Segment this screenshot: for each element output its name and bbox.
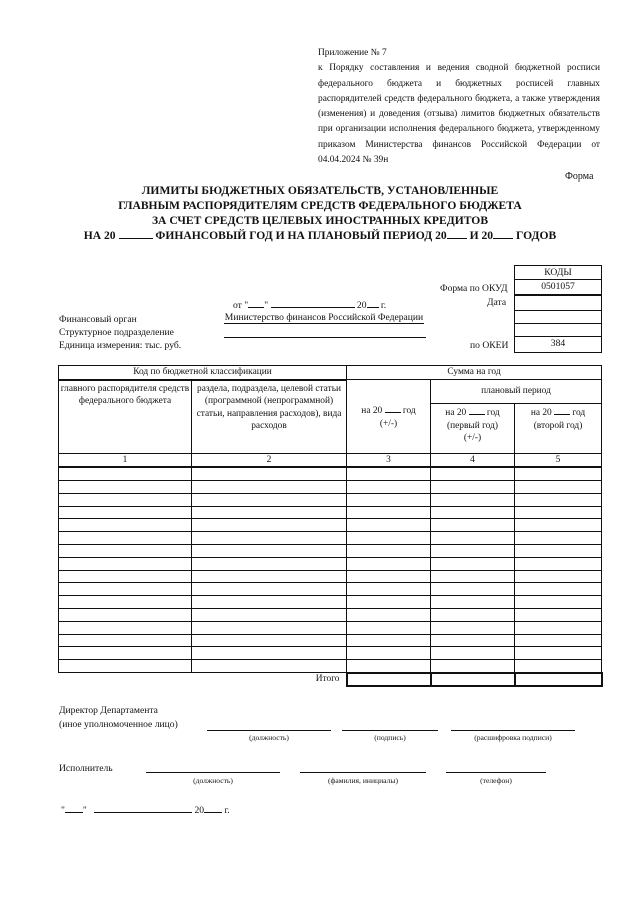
date-year: 20 <box>356 300 367 311</box>
struct-code-cell[interactable] <box>515 324 601 337</box>
bottom-date-g: г. <box>224 805 230 816</box>
cap-position: (должность) <box>249 733 289 742</box>
cap-name: (фамилия, инициалы) <box>327 776 398 785</box>
director-label-1: Директор Департамента <box>59 705 158 716</box>
col2-header: раздела, подраздела, целевой статьи (программной (непрограммной) статьи, направления расходов), вида расходов <box>192 380 347 454</box>
table-cell[interactable] <box>347 467 431 480</box>
year-blank-3[interactable] <box>493 228 513 239</box>
table-row <box>59 608 602 621</box>
struct-value-line[interactable] <box>224 337 426 338</box>
title-line-2: ГЛАВНЫМ РАСПОРЯДИТЕЛЯМ СРЕДСТВ ФЕДЕРАЛЬНОГО БЮДЖЕТА <box>118 199 522 212</box>
bottom-date-month-blank[interactable] <box>94 802 192 813</box>
appendix-body: к Порядку составления и ведения сводной бюджетной росписи федерального бюджета и бюджетных росписей главных распорядителей средств федерального бюджета, а также утверждения (изменения) и доведения (отзыва) лимитов бюджетных обязательств при организации исполнения федерального бюджета, утвержденному приказом Министерства финансов Российской Федерации от 04.04.2024 № 39н <box>318 63 600 166</box>
table-cell[interactable] <box>59 647 192 660</box>
date-day-blank[interactable] <box>248 297 264 308</box>
table-cell[interactable] <box>59 634 192 647</box>
table-cell[interactable] <box>192 544 347 557</box>
table-cell[interactable] <box>431 519 515 532</box>
col-num-5: 5 <box>515 453 602 467</box>
table-cell[interactable] <box>192 467 347 480</box>
table-cell[interactable] <box>515 608 602 621</box>
table-cell[interactable] <box>59 480 192 493</box>
appendix-block <box>318 46 600 168</box>
director-position-line[interactable] <box>207 730 331 731</box>
date-line <box>233 297 386 311</box>
table-cell[interactable] <box>59 467 192 480</box>
bottom-date-q1: " <box>61 805 65 816</box>
table-cell[interactable] <box>192 634 347 647</box>
table-cell[interactable] <box>192 583 347 596</box>
col-num-2: 2 <box>192 453 347 467</box>
date-ot: от " <box>233 300 249 311</box>
table-cell[interactable] <box>192 570 347 583</box>
table-cell[interactable] <box>59 596 192 609</box>
bottom-date <box>61 802 230 816</box>
col-num-3: 3 <box>347 453 431 467</box>
table-cell[interactable] <box>431 660 515 673</box>
table-row <box>59 647 602 660</box>
table-cell[interactable] <box>347 570 431 583</box>
table-cell[interactable] <box>515 634 602 647</box>
table-cell[interactable] <box>347 519 431 532</box>
fin-organ-value: Министерство финансов Российской Федерации <box>224 312 424 323</box>
limits-table <box>58 365 603 687</box>
codes-header: КОДЫ <box>515 266 601 280</box>
table-cell[interactable] <box>192 480 347 493</box>
table-cell[interactable] <box>347 621 431 634</box>
table-cell[interactable] <box>347 493 431 506</box>
col5-na: на 20 <box>530 408 552 419</box>
table-cell[interactable] <box>192 493 347 506</box>
okud-label: Форма по ОКУД <box>440 283 508 294</box>
table-cell[interactable] <box>431 544 515 557</box>
table-cell[interactable] <box>347 544 431 557</box>
table-cell[interactable] <box>192 506 347 519</box>
table-cell[interactable] <box>431 532 515 545</box>
table-cell[interactable] <box>515 506 602 519</box>
table-cell[interactable] <box>431 493 515 506</box>
director-decoding-line[interactable] <box>451 730 575 731</box>
cap-position-2: (должность) <box>193 776 233 785</box>
table-cell[interactable] <box>192 621 347 634</box>
table-cell[interactable] <box>431 608 515 621</box>
table-cell[interactable] <box>347 647 431 660</box>
head-sum: Сумма на год <box>347 366 602 380</box>
table-cell[interactable] <box>515 570 602 583</box>
table-cell[interactable] <box>431 506 515 519</box>
executor-name-line[interactable] <box>300 772 426 773</box>
col4-god: год <box>486 408 500 419</box>
total-cell-4[interactable] <box>431 673 515 687</box>
table-cell[interactable] <box>431 557 515 570</box>
date-year-blank[interactable] <box>367 297 379 308</box>
col5-year-blank[interactable] <box>554 404 570 415</box>
table-row <box>59 583 602 596</box>
executor-position-line[interactable] <box>146 772 280 773</box>
table-cell[interactable] <box>515 660 602 673</box>
col4-first: (первый год) <box>447 420 498 431</box>
table-cell[interactable] <box>347 634 431 647</box>
date-code-cell[interactable] <box>515 296 601 311</box>
table-row <box>59 570 602 583</box>
table-cell[interactable] <box>347 583 431 596</box>
col4-header <box>431 404 515 453</box>
col3-delta: (+/-) <box>379 418 398 429</box>
col-num-1: 1 <box>59 453 192 467</box>
date-quote: " <box>264 300 269 311</box>
fin-organ-label: Финансовый орган <box>59 314 137 325</box>
date-g: г. <box>380 300 387 311</box>
table-cell[interactable] <box>59 583 192 596</box>
planned-header: плановый период <box>431 380 602 404</box>
bottom-date-day-blank[interactable] <box>65 802 83 813</box>
table-row <box>59 532 602 545</box>
date-label: Дата <box>487 297 507 308</box>
table-row <box>59 467 602 480</box>
table-cell[interactable] <box>59 660 192 673</box>
table-cell[interactable] <box>192 647 347 660</box>
table-cell[interactable] <box>59 621 192 634</box>
col5-header <box>515 404 602 453</box>
table-row <box>59 506 602 519</box>
unit-label: Единица измерения: тыс. руб. <box>59 340 182 351</box>
table-cell[interactable] <box>515 480 602 493</box>
bottom-date-year-blank[interactable] <box>204 802 222 813</box>
col3-header <box>347 380 431 454</box>
table-cell[interactable] <box>515 544 602 557</box>
title-line-3: ЗА СЧЕТ СРЕДСТВ ЦЕЛЕВЫХ ИНОСТРАННЫХ КРЕДИТОВ <box>151 214 489 227</box>
table-cell[interactable] <box>59 532 192 545</box>
data-rows <box>59 467 602 673</box>
table-cell[interactable] <box>515 519 602 532</box>
col4-year-blank[interactable] <box>469 404 485 415</box>
table-cell[interactable] <box>59 544 192 557</box>
table-row <box>59 634 602 647</box>
table-cell[interactable] <box>431 570 515 583</box>
table-cell[interactable] <box>347 660 431 673</box>
col5-god: год <box>572 408 586 419</box>
okud-value: 0501057 <box>515 280 601 296</box>
table-cell[interactable] <box>59 493 192 506</box>
total-cell-5[interactable] <box>515 673 602 687</box>
okei-label: по ОКЕИ <box>470 340 509 351</box>
title-line-4 <box>40 228 600 244</box>
table-cell[interactable] <box>431 634 515 647</box>
codes-box <box>514 265 602 353</box>
table-row <box>59 557 602 570</box>
bottom-date-q2: " <box>82 805 87 816</box>
head-classification: Код по бюджетной классификации <box>59 366 347 380</box>
table-cell[interactable] <box>59 570 192 583</box>
table-row <box>59 519 602 532</box>
table-cell[interactable] <box>192 557 347 570</box>
title-line-1: ЛИМИТЫ БЮДЖЕТНЫХ ОБЯЗАТЕЛЬСТВ, УСТАНОВЛЕННЫЕ <box>141 184 499 197</box>
title-fin-year: ФИНАНСОВЫЙ ГОД И НА ПЛАНОВЫЙ ПЕРИОД 20 <box>155 229 447 242</box>
col1-header: главного распорядителя средств федерального бюджета <box>59 380 192 454</box>
table-cell[interactable] <box>59 557 192 570</box>
table-cell[interactable] <box>515 493 602 506</box>
director-signature-line[interactable] <box>342 730 438 731</box>
cap-signature: (подпись) <box>374 733 406 742</box>
table-row <box>59 660 602 673</box>
year-blank-1[interactable] <box>119 228 153 239</box>
appendix-title: Приложение № 7 <box>318 48 387 58</box>
table-row <box>59 621 602 634</box>
title-na: НА 20 <box>83 229 116 242</box>
table-cell[interactable] <box>431 621 515 634</box>
table-cell[interactable] <box>347 557 431 570</box>
table-cell[interactable] <box>431 647 515 660</box>
table-cell[interactable] <box>192 532 347 545</box>
table-row <box>59 493 602 506</box>
table-cell[interactable] <box>192 596 347 609</box>
table-cell[interactable] <box>431 596 515 609</box>
table-row <box>59 596 602 609</box>
form-label: Форма <box>565 171 594 182</box>
year-blank-2[interactable] <box>447 228 467 239</box>
table-cell[interactable] <box>347 608 431 621</box>
table-row <box>59 480 602 493</box>
table-cell[interactable] <box>515 467 602 480</box>
table-cell[interactable] <box>515 621 602 634</box>
struct-label: Структурное подразделение <box>59 327 174 338</box>
bottom-date-year: 20 <box>194 805 205 816</box>
okei-value: 384 <box>550 338 566 349</box>
col3-god: год <box>402 406 416 417</box>
table-cell[interactable] <box>59 608 192 621</box>
col4-delta: (+/-) <box>463 433 482 444</box>
col3-year-blank[interactable] <box>385 402 401 413</box>
table-cell[interactable] <box>192 608 347 621</box>
executor-label: Исполнитель <box>59 763 113 774</box>
table-cell[interactable] <box>347 532 431 545</box>
title-years: ГОДОВ <box>516 229 557 242</box>
table-cell[interactable] <box>192 660 347 673</box>
cap-decoding: (расшифровка подписи) <box>474 733 552 742</box>
table-cell[interactable] <box>192 519 347 532</box>
date-month-blank[interactable] <box>271 297 355 308</box>
table-cell[interactable] <box>59 506 192 519</box>
title-and: И 20 <box>469 229 494 242</box>
director-label-2: (иное уполномоченное лицо) <box>59 719 178 730</box>
executor-phone-line[interactable] <box>446 772 546 773</box>
col5-second: (второй год) <box>533 420 583 431</box>
total-cell-3[interactable] <box>347 673 431 687</box>
cap-phone: (телефон) <box>480 776 512 785</box>
table-cell[interactable] <box>431 583 515 596</box>
table-cell[interactable] <box>431 480 515 493</box>
table-row <box>59 544 602 557</box>
table-cell[interactable] <box>347 596 431 609</box>
col4-na: на 20 <box>445 408 467 419</box>
total-label: Итого <box>315 674 340 685</box>
col-num-4: 4 <box>431 453 515 467</box>
col3-na: на 20 <box>361 406 383 417</box>
table-cell[interactable] <box>515 596 602 609</box>
table-cell[interactable] <box>347 480 431 493</box>
table-cell[interactable] <box>515 647 602 660</box>
table-cell[interactable] <box>59 519 192 532</box>
table-cell[interactable] <box>347 506 431 519</box>
table-cell[interactable] <box>515 532 602 545</box>
table-cell[interactable] <box>431 467 515 480</box>
fin-organ-code-cell[interactable] <box>515 311 601 324</box>
table-cell[interactable] <box>515 557 602 570</box>
table-cell[interactable] <box>515 583 602 596</box>
